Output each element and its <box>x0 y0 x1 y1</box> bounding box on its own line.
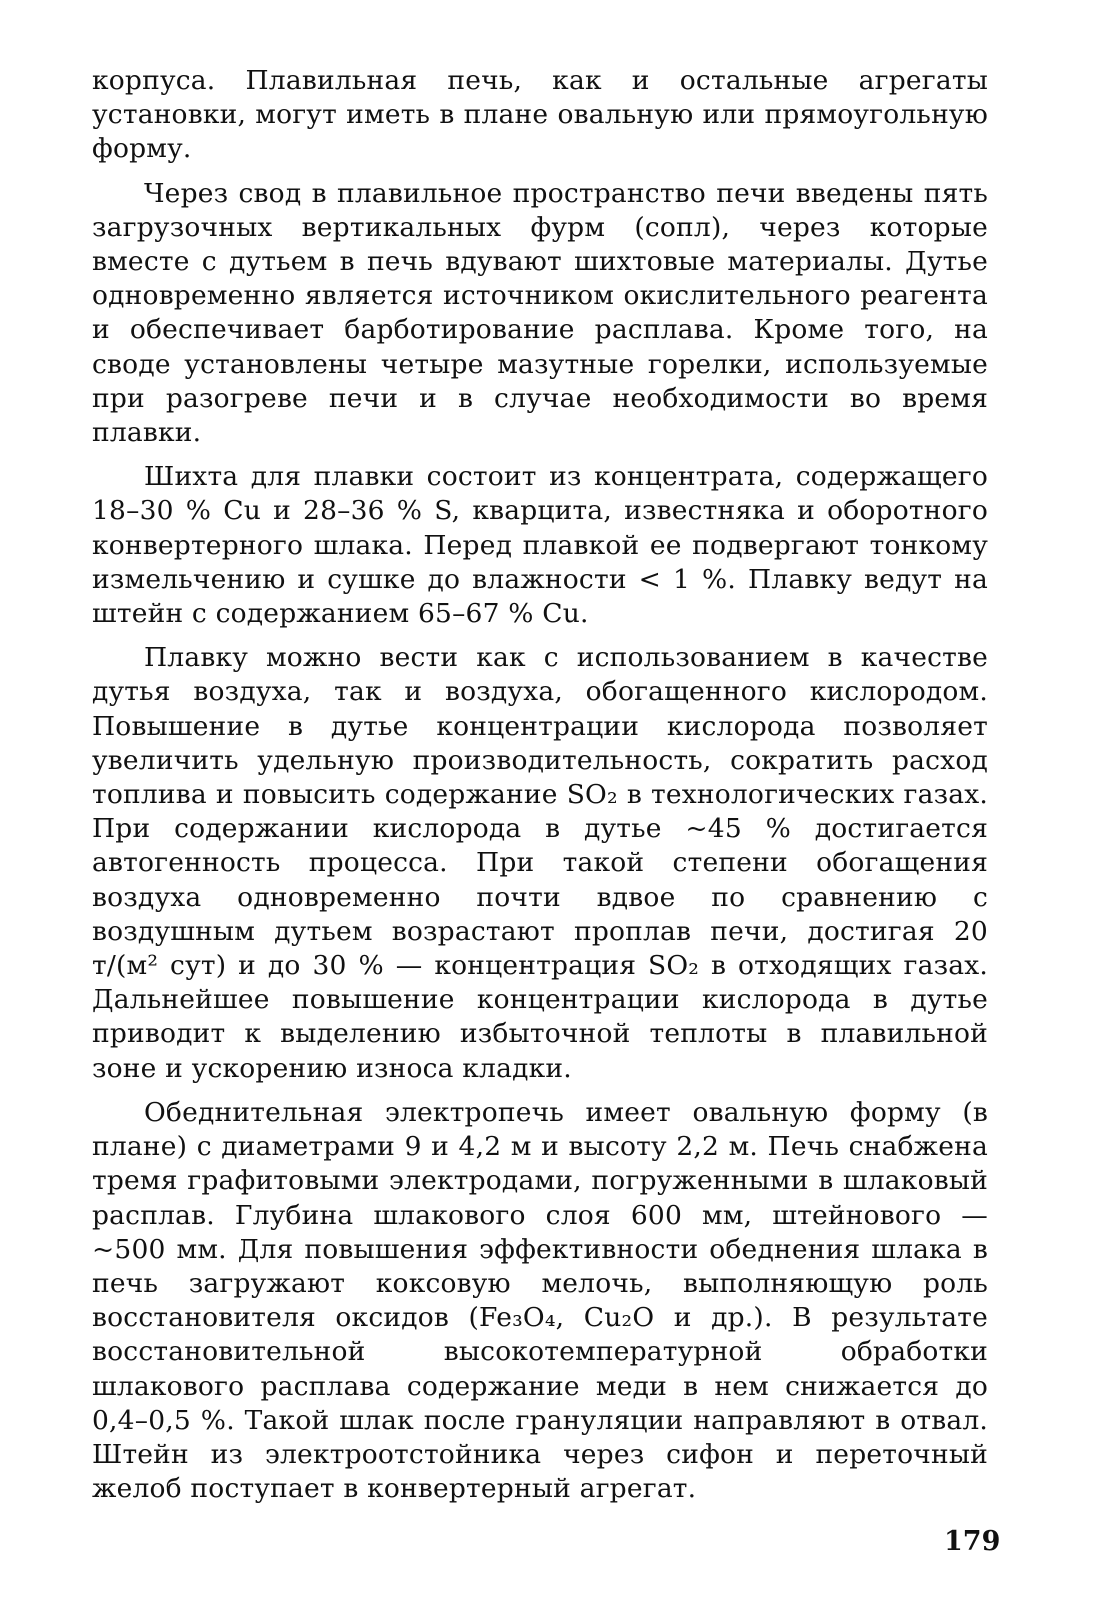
paragraph-1: корпуса. Плавильная печь, как и остальные агрегаты установки, могут иметь в плане овальную или прямоугольную форму. <box>92 65 988 165</box>
paragraph-4: Плавку можно вести как с использованием в качестве дутья воздуха, так и воздуха, обогащенного кислородом. Повышение в дутье концентрации кислорода позволяет увеличить удельную производительность, сократить расход топлива и повысить содержание SO₂ в технологических газах. При содержании кислорода в дутье ~45 % достигается автогенность процесса. При такой степени обогащения воздуха одновременно почти вдвое по сравнению с воздушным дутьем возрастают проплав печи, достигая 20 т/(м² сут) и до 30 % — концентрация SO₂ в отходящих газах. Дальнейшее повышение концентрации кислорода в дутье приводит к выделению избыточной теплоты в плавильной зоне и ускорению износа кладки. <box>92 642 988 1084</box>
paragraph-2: Через свод в плавильное пространство печи введены пять загрузочных вертикальных фурм (сопл), через которые вместе с дутьем в печь вдувают шихтовые материалы. Дутье одновременно является источником окислительного реагента и обеспечивает барботирование расплава. Кроме того, на своде установлены четыре мазутные горелки, используемые при разогреве печи и в случае необходимости во время плавки. <box>92 177 988 449</box>
page-number: 179 <box>944 1526 1001 1557</box>
page-body <box>92 64 988 1516</box>
paragraph-3: Шихта для плавки состоит из концентрата, содержащего 18–30 % Cu и 28–36 % S, кварцита, известняка и оборотного конвертерного шлака. Перед плавкой ее подвергают тонкому измельчению и сушке до влажности < 1 %. Плавку ведут на штейн с содержанием 65–67 % Cu. <box>92 461 988 630</box>
paragraph-5: Обеднительная электропечь имеет овальную форму (в плане) с диаметрами 9 и 4,2 м и высоту 2,2 м. Печь снабжена тремя графитовыми электродами, погруженными в шлаковый расплав. Глубина шлакового слоя 600 мм, штейнового — ~500 мм. Для повышения эффективности обеднения шлака в печь загружают коксовую мелочь, выполняющую роль восстановителя оксидов (Fe₃O₄, Cu₂O и др.). В результате восстановительной высокотемпературной обработки шлакового расплава содержание меди в нем снижается до 0,4–0,5 %. Такой шлак после грануляции направляют в отвал. Штейн из электроотстойника через сифон и переточный желоб поступает в конвертерный агрегат. <box>92 1096 988 1505</box>
